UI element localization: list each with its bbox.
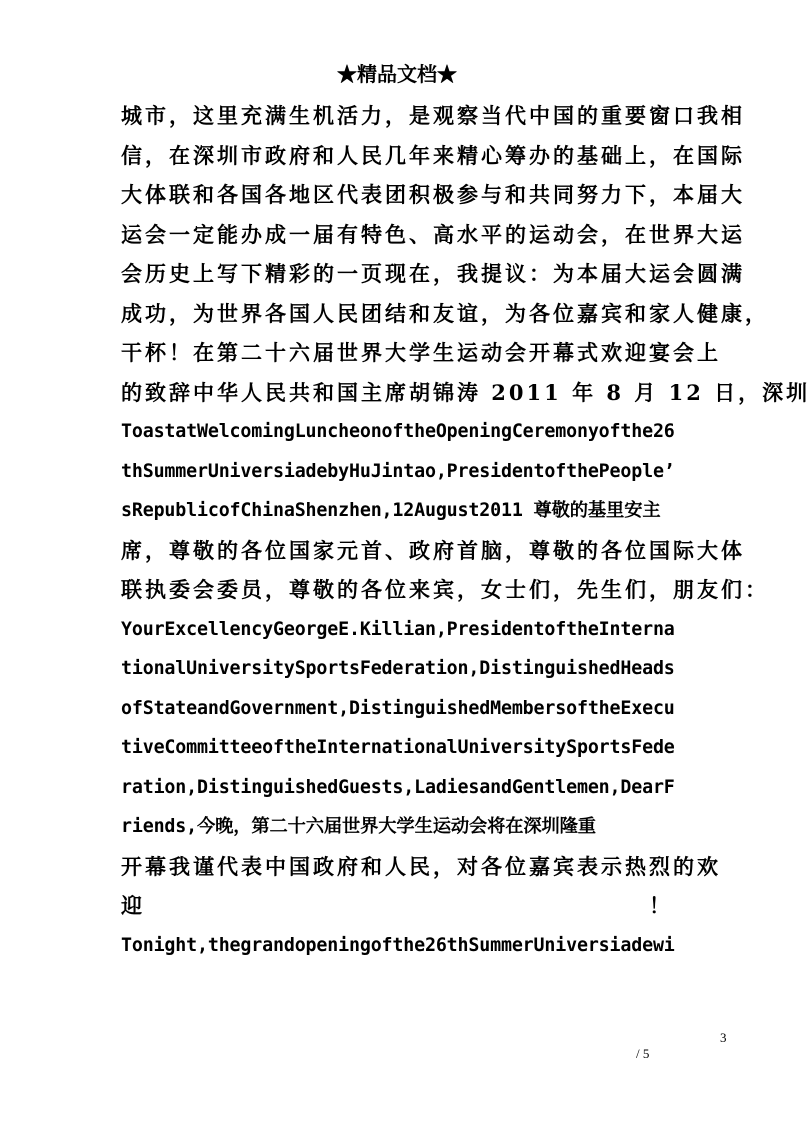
text-line: 开幕我谨代表中国政府和人民，对各位嘉宾表示热烈的欢 xyxy=(121,853,721,879)
text-line: 干杯！在第二十六届世界大学生运动会开幕式欢迎宴会上 xyxy=(121,340,721,365)
text-line: riends,今晚，第二十六届世界大学生运动会将在深圳隆重 xyxy=(121,816,596,837)
text-line: thSummerUniversiadebyHuJintao,PresidentofthePeople’ xyxy=(121,460,675,482)
text-line: tiveCommitteeoftheInternationalUniversitySportsFede xyxy=(121,737,675,758)
text-line: 大体联和各国各地区代表团积极参与和共同努力下，本届大 xyxy=(121,182,745,207)
page-total: / 5 xyxy=(636,1046,650,1061)
text-line: 城市，这里充满生机活力，是观察当代中国的重要窗口我相 xyxy=(121,103,745,128)
text-line-right: ！ xyxy=(649,893,673,918)
text-line: 会历史上写下精彩的一页现在，我提议：为本届大运会圆满 xyxy=(121,261,745,286)
text-line-left: 迎 xyxy=(121,893,145,918)
text-line: 信，在深圳市政府和人民几年来精心筹办的基础上，在国际 xyxy=(121,142,745,168)
text-line: 席，尊敬的各位国家元首、政府首脑，尊敬的各位国际大体 xyxy=(121,537,745,563)
text-line: 联执委会委员，尊敬的各位来宾，女士们，先生们，朋友们： xyxy=(121,577,769,602)
text-line: sRepublicofChinaShenzhen,12August2011 尊敬的基里安主 xyxy=(121,500,661,521)
text-line: YourExcellencyGeorgeE.Killian,PresidentoftheInterna xyxy=(121,618,675,640)
page-header-title: ★精品文档★ xyxy=(337,62,457,86)
text-line-split xyxy=(121,886,673,926)
text-line: Tonight,thegrandopeningofthe26thSummerUniversiadewi xyxy=(121,934,675,956)
text-line: 运会一定能办成一届有特色、高水平的运动会，在世界大运 xyxy=(121,221,745,247)
text-line: ofStateandGovernment,DistinguishedMembersoftheExecu xyxy=(121,697,675,719)
text-line: 的致辞中华人民共和国主席胡锦涛 2011 年 8 月 12 日，深圳 xyxy=(121,379,810,405)
page-number: 3 xyxy=(720,1030,727,1045)
document-body xyxy=(121,96,810,965)
text-line: ToastatWelcomingLuncheonoftheOpeningCeremonyofthe26 xyxy=(121,421,675,442)
text-line: tionalUniversitySportsFederation,DistinguishedHeads xyxy=(121,658,675,679)
text-line: ration,DistinguishedGuests,LadiesandGentlemen,DearF xyxy=(121,776,675,798)
text-line: 成功，为世界各国人民团结和友谊，为各位嘉宾和家人健康， xyxy=(121,300,769,326)
